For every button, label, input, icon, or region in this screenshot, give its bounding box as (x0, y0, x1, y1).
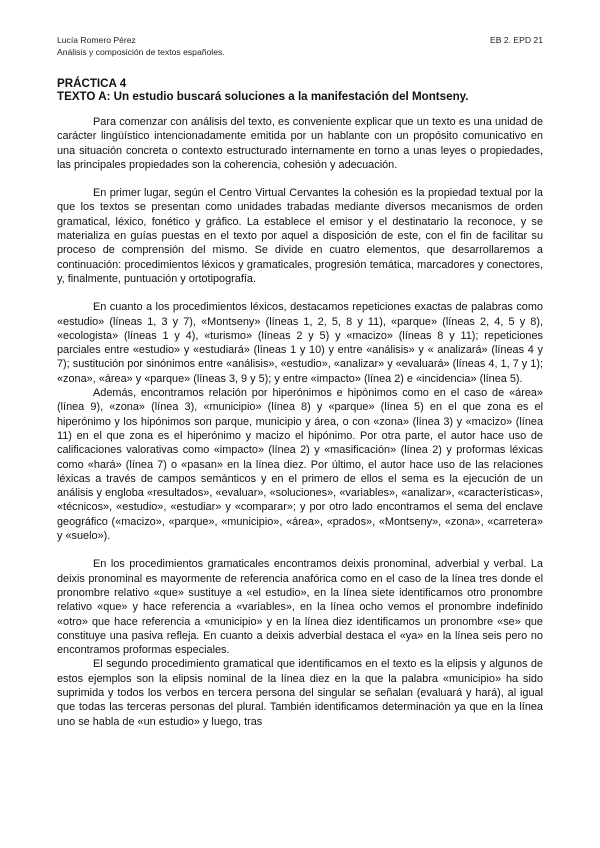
paragraph-cohesion: En primer lugar, según el Centro Virtual Cervantes la cohesión es la propiedad textual por la que los textos se presentan como unidades trabadas mediante diversos mecanismos de orden gramatical, léxico, fonético y gráfico. La establece el emisor y el destinatario la reconoce, y se materializa en guías puestas en el texto por aquel a disposición de este, con el fin de facilitar su proceso de comprensión del mismo. Se divide en cuatro elementos, que desarrollaremos a continuación: procedimientos léxicos y gramaticales, progresión temática, marcadores y conectores, y, finalmente, puntuación y ortotipografía. (57, 187, 543, 285)
paragraph-lexical: En cuanto a los procedimientos léxicos, destacamos repeticiones exactas de palabras como «estudio» (líneas 1, 3 y 7), «Montseny» (líneas 1, 2, 5, 8 y 11), «parque» (líneas 2, 4, 5 y 8), «ecologista» (líneas 1 y 4), «turismo» (líneas 2 y 5) y «macizo» (líneas 8 y 11); repeticiones parciales entre «estudio» y «estudiará» (líneas 1 y 10) y entre «análisis» y « analizará» (líneas 4 y 7); sustitución por sinónimos entre «análisis», «estudio», «analizar» y «evaluará» (líneas 4, 1, 7 y 1); «zona», «área» y «parque» (líneas 3, 9 y 5); y entre «impacto» (línea 2) e «incidencia» (línea 5). (57, 301, 543, 385)
paragraph-hyperonyms: Además, encontramos relación por hiperónimos e hipónimos como en el caso de «área» (línea 9), «zona» (línea 3), «municipio» (línea 8) y «parque» (línea 5) en el que zona es el hiperónimo y los hipónimos son parque, municipio y área, o con «zona» (línea 3) y «macizo» (línea 11) en el que zona es el hiperónimo y macizo el hipónimo. Por otra parte, el autor hace uso de calificaciones valorativas como «impacto» (línea 2) y «masificación» (línea 2) y proformas léxicas como «hará» (línea 7) o «pasan» en la línea diez. Por último, el autor hace uso de las relaciones léxicas a través de campos semánticos y en el primero de ellos el sema es la ejecución de un análisis y engloba «resultados», «evaluar», «soluciones», «variables», «analizar», «características», «técnicos», «estudio», «estudiar» y «comparar»; y por otro lado encontramos el sema del enclave geográfico («macizo», «parque», «municipio», «área», «prados», «Montseny», «zona», «carretera» y «suelo»). (57, 387, 543, 543)
document-code: EB 2. EPD 21 (489, 35, 543, 45)
author-name: Lucía Romero Pérez (57, 35, 136, 45)
text-title: TEXTO A: Un estudio buscará soluciones a la manifestación del Montseny. (57, 90, 469, 103)
practice-title: PRÁCTICA 4 (57, 77, 127, 90)
document-body (57, 115, 543, 729)
paragraph-grammatical: En los procedimientos gramaticales encontramos deixis pronominal, adverbial y verbal. La deixis pronominal es mayormente de referencia anafórica como en el caso de la línea tres donde el pronombre relativo «que» sustituye a «el estudio», en la línea siete identificamos otro pronombre relativo «que» y hace referencia a «variables», en la línea ocho vemos el pronombre indefinido «otro» que hace referencia a «municipio» y en la línea diez identificamos un pronombre «se» que constituye una pasiva refleja. En cuanto a deixis adverbial destaca el «ya» en la línea seis pero no encontramos proformas especiales. (57, 558, 543, 657)
page-header-right (490, 34, 543, 46)
subject-name: Análisis y composición de textos españoles. (57, 47, 225, 57)
title-block (57, 77, 543, 103)
page-header-left (57, 34, 225, 58)
paragraph-intro: Para comenzar con análisis del texto, es conveniente explicar que un texto es una unidad de carácter lingüístico intencionadamente emitida por un hablante con un propósito comunicativo en una situación concreta o contexto estructurado internamente en torno a unas leyes o propiedades, las principales propiedades son la coherencia, cohesión y adecuación. (57, 116, 543, 171)
paragraph-ellipsis: El segundo procedimiento gramatical que identificamos en el texto es la elipsis y algunos de estos ejemplos son la elipsis nominal de la línea diez en la que la palabra «municipio» ha sido suprimida y todos los verbos en tercera persona del singular se señalan (evaluará y hará), al igual que todas las terceras personas del plural. También identificamos determinación ya que en la línea uno se habla de «un estudio» y luego, tras (57, 658, 543, 728)
